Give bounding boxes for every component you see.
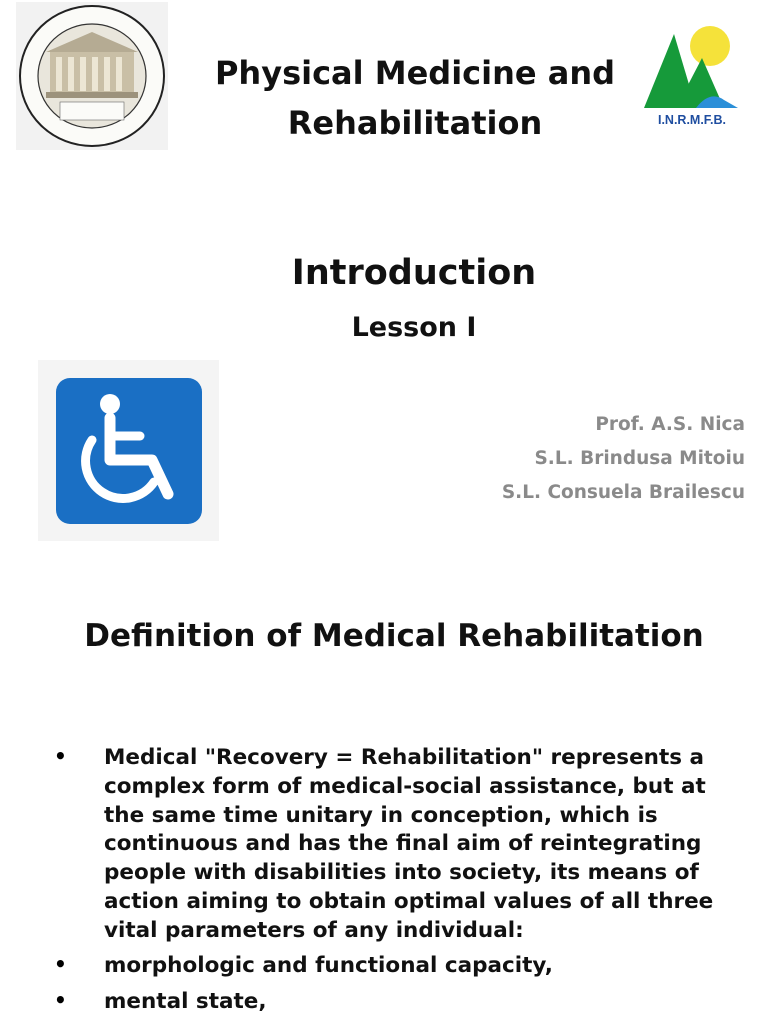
definition-title: Definition of Medical Rehabilitation — [84, 618, 704, 654]
author-3: S.L. Consuela Brailescu — [501, 482, 745, 503]
title-line-2: Rehabilitation — [287, 104, 543, 142]
bullet-marker: • — [54, 744, 67, 768]
slide-title — [190, 48, 640, 148]
bullet-text-3: mental state, — [104, 989, 267, 1014]
bullet-marker: • — [54, 988, 67, 1012]
lesson-subheading: Lesson I — [351, 312, 477, 343]
institute-logo-icon — [640, 20, 744, 132]
bullet-text-2: morphologic and functional capacity, — [104, 953, 553, 978]
institute-logo-text: I.N.R.M.F.B. — [657, 113, 727, 127]
lesson-heading: Introduction — [291, 253, 537, 293]
university-seal-icon — [16, 2, 168, 150]
bullet-text-1: Medical "Recovery = Rehabilitation" represents a complex form of medical-social assistance, but at the same time unitary in conception, which is continuous and has the final aim of reintegrating people with disabilities into society, its means of action aiming to obtain optimal values of all three vital parameters of any individual: — [104, 745, 714, 943]
title-line-1: Physical Medicine and — [214, 54, 616, 92]
author-1: Prof. A.S. Nica — [595, 414, 745, 435]
wheelchair-icon — [56, 378, 202, 524]
bullet-marker: • — [54, 952, 67, 976]
author-2: S.L. Brindusa Mitoiu — [534, 448, 745, 469]
